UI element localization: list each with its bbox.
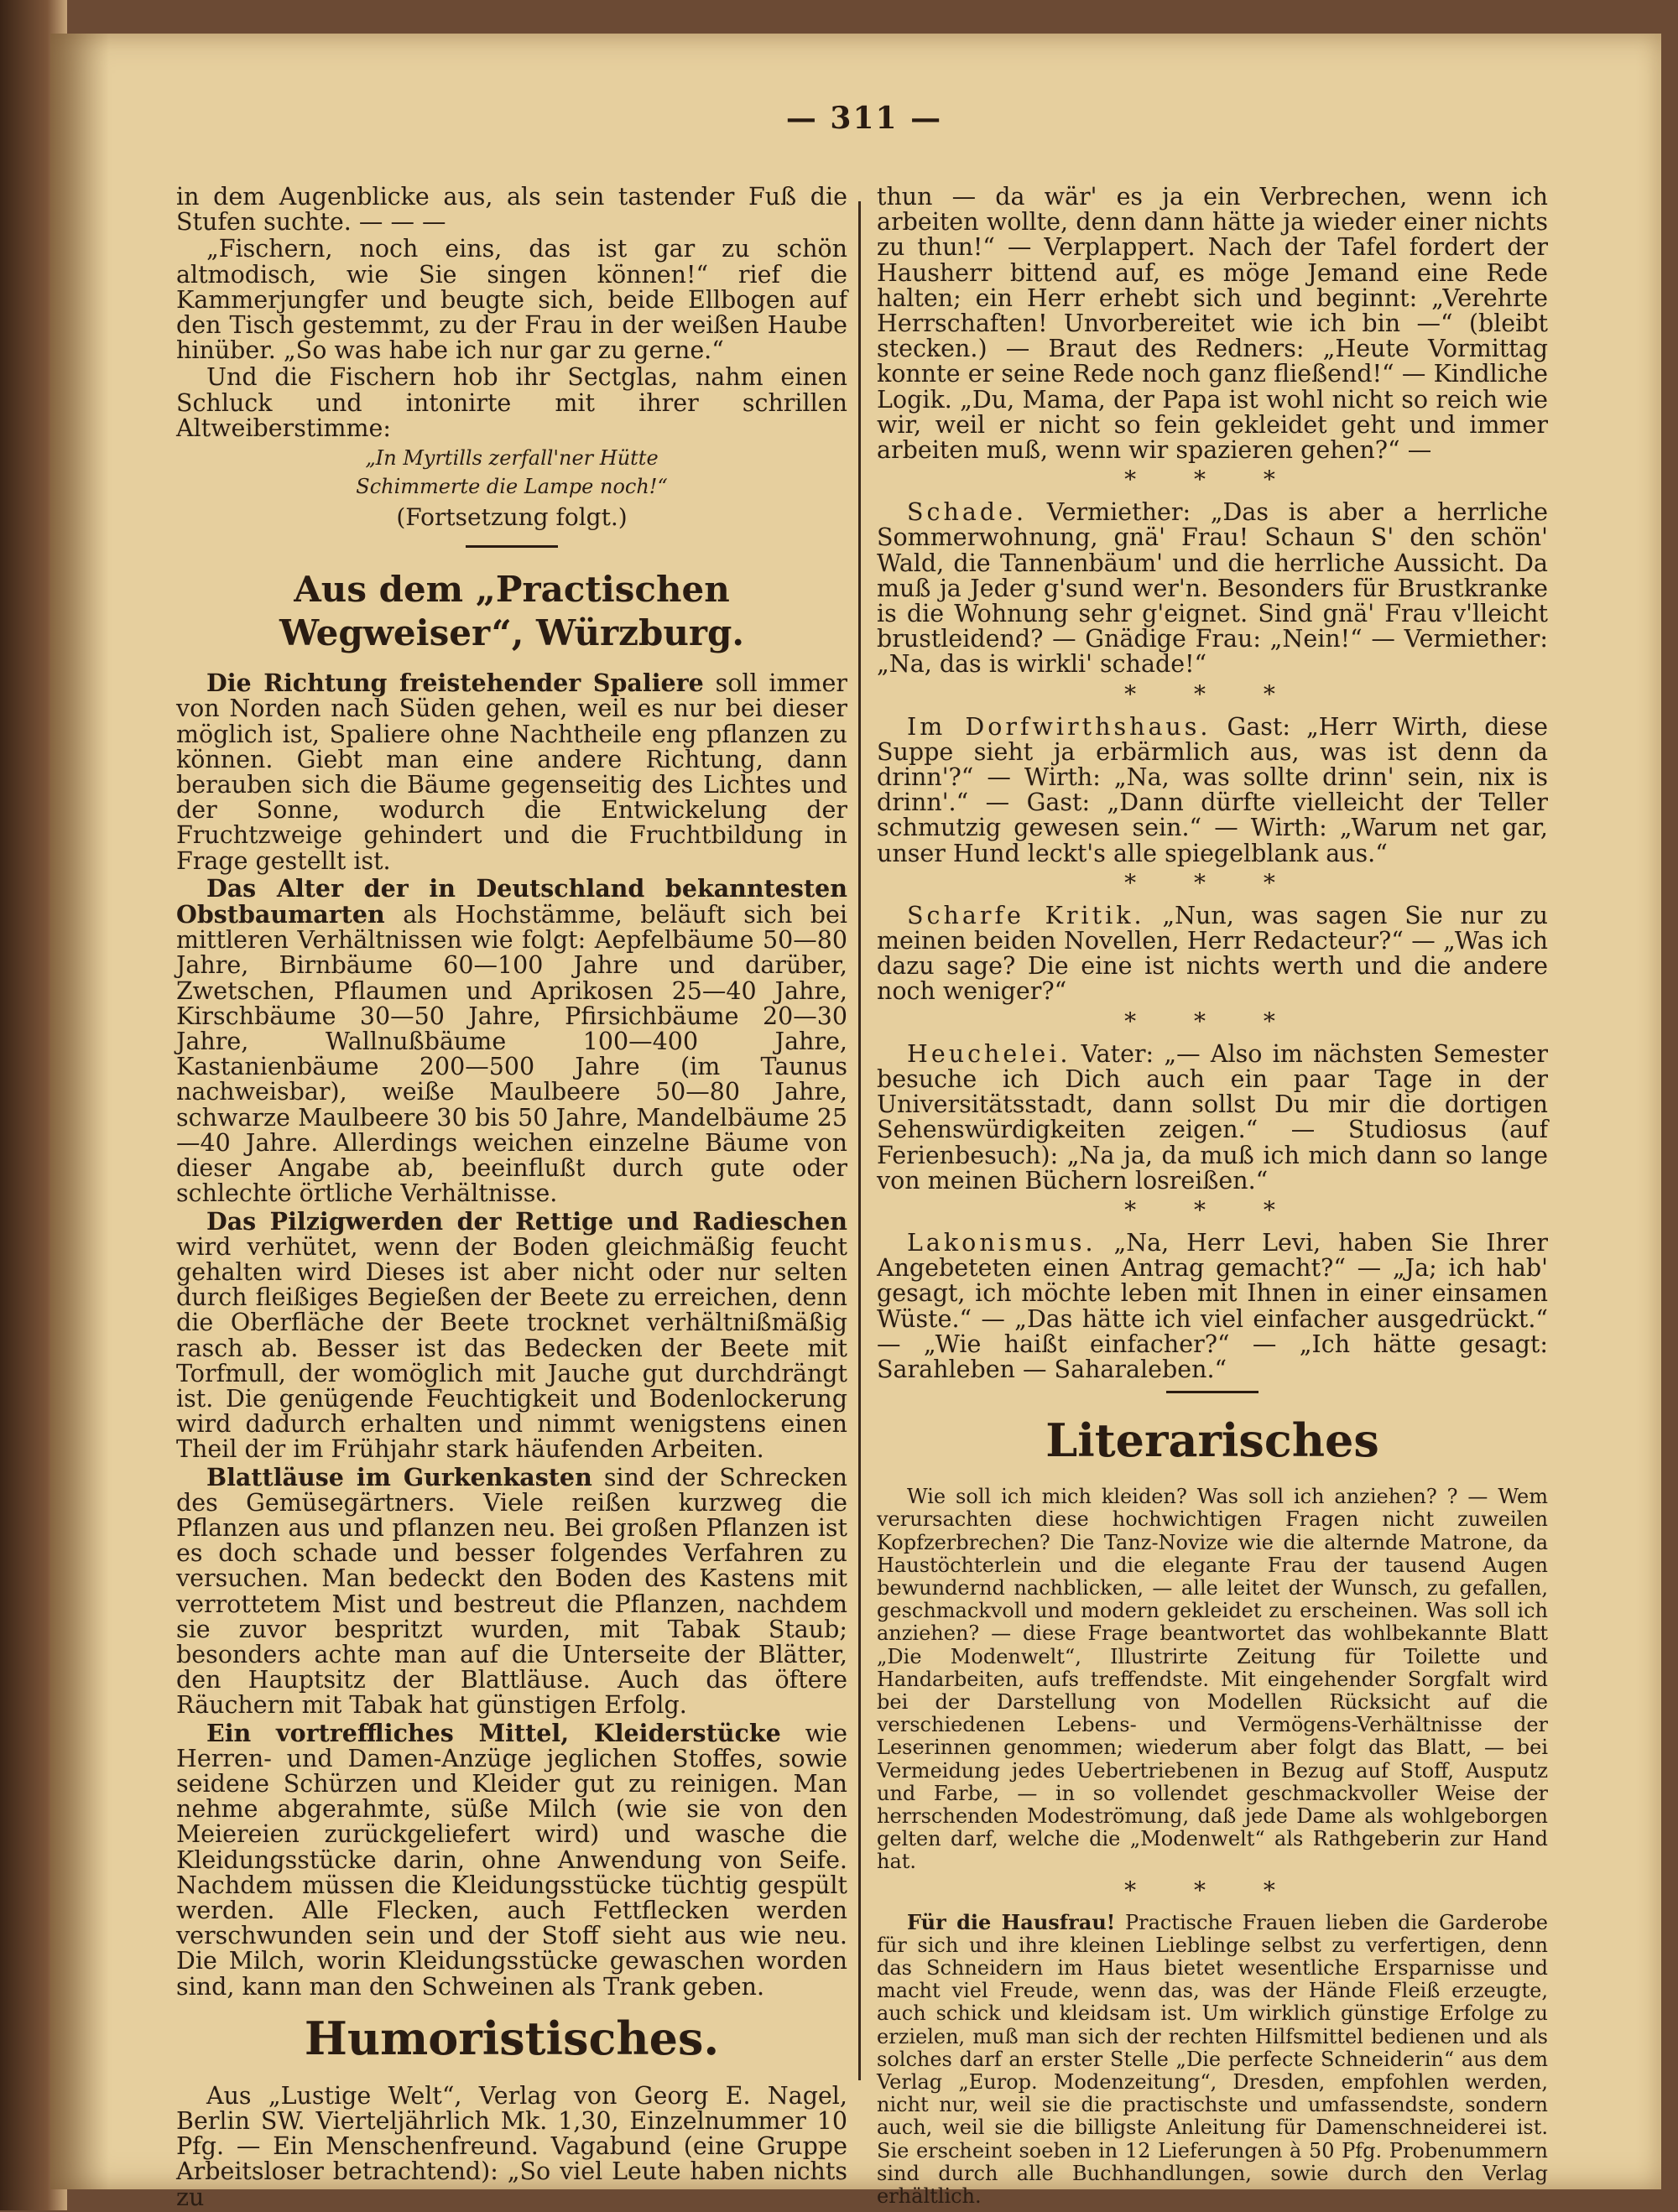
asterism-divider: * * * [1124, 1007, 1300, 1035]
continuation-note: (Fortsetzung folgt.) [396, 503, 628, 532]
article-title: Ein vortreffliches Mittel, Kleiderstücke [206, 1718, 781, 1747]
section-heading-humor: Humoristisches. [304, 2011, 720, 2065]
asterism-divider: * * * [1124, 868, 1300, 897]
left-column [176, 185, 847, 2212]
page-number: — 311 — [785, 101, 943, 136]
anecdote-text: Vermiether: „Das is aber a herrliche Sommerwohnung, gnä' Frau! Schaun S' den schön' Wald, die Tannenbäum' und die herrliche Aussicht. Da muß ja Jeder g'sund wer'n. Besonders für Brustkranke is die Wohnung sehr g'eignet. Sind gnä' Frau v'lleicht brustleidend? — Gnädige Frau: „Nein!“ — Vermiether: „Na, das is wirkli' schade!“ [877, 498, 1549, 679]
article-paragraph [176, 1206, 847, 1464]
article-paragraph [176, 1720, 847, 2000]
anecdote-text: Gast: „Herr Wirth, diese Suppe sieht ja erbärmlich aus, was ist denn da drinn'?“ — Wirth: „Na, was sollte drinn' sein, nix is drinn'.“ — Gast: „Dann dürfte vielleicht der Teller schmutzig gewesen sein.“ — Wirth: „Warum net gar, unser Hund leckt's alle spiegelblank aus.“ [877, 712, 1549, 867]
asterism-divider: * * * [1124, 466, 1300, 494]
literary-text: Practische Frauen lieben die Garderobe für sich und ihre kleinen Lieblinge selbst zu verfertigen, denn das Schneidern im Haus bietet wesentliche Ersparnisse und macht viel Freude, wenn das, was der Hände Fleiß erzeugte, auch schick und kleidsam ist. Um wirklich günstige Erfolge zu erzielen, muß man sich der rechten Hilfsmittel bedienen und als solches darf an erster Stelle „Die perfecte Schneiderin“ aus dem Verlag „Europ. Modenzeitung“, Dresden, empfohlen werden, nicht nur, weil sie die practischste und umfassendste, sondern auch, weil sie die billigste Anleitung für Damenschneiderei ist. Sie erscheint soeben in 12 Lieferungen à 50 Pfg. Probenummern sind durch alle Buchhandlungen, sowie durch den Verlag erhältlich. [877, 1910, 1548, 2209]
asterism-divider: * * * [1124, 1195, 1300, 1224]
humor-paragraph [877, 1228, 1548, 1383]
asterism-divider: * * * [1124, 1876, 1300, 1904]
story-paragraph: Und die Fischern hob ihr Sectglas, nahm einen Schluck und intonirte mit ihrer schrillen Altweiberstimme: [176, 363, 847, 442]
anecdote-title: Heuchelei. [907, 1039, 1071, 1068]
article-text: als Hochstämme, beläuft sich bei mittleren Verhältnissen wie folgt: Aepfelbäume 50—80 Jahre, Birnbäume 60—100 Jahre und darüber, Zwetschen, Pflaumen und Aprikosen 25—40 Jahre, Kirschbäume 30—50 Jahre, Pfirsichbäume 20—30 Jahre, Wallnußbäume 100—400 Jahre, Kastanienbäume 200—500 Jahre (im Taunus nachweisbar), weiße Maulbeere 50—80 Jahre, schwarze Maulbeere 30 bis 50 Jahre, Mandelbäume 25—40 Jahre. Allerdings weichen einzelne Bäume von dieser Angabe ab, beeinflußt durch gute oder schlechte örtliche Verhältnisse. [176, 901, 848, 1208]
section-heading-practical: Aus dem „Practischen Wegweiser“, Würzburg. [279, 569, 745, 654]
literary-paragraph [877, 1911, 1548, 2209]
article-title: Das Alter der in Deutschland bekanntesten Obstbaumarten [176, 873, 847, 929]
article-title: Das Pilzigwerden der Rettige und Radieschen [206, 1206, 847, 1236]
verse-line: „In Myrtills zerfall'ner Hütte [365, 446, 659, 471]
humor-intro: Aus „Lustige Welt“, Verlag von Georg E. Nagel, Berlin SW. Vierteljährlich Mk. 1,30, Einzelnummer 10 Pfg. — Ein Menschenfreund. Vagabund (eine Gruppe Arbeitsloser betrachtend): „So viel Leute haben nichts zu [176, 2081, 847, 2211]
article-paragraph [176, 873, 848, 1208]
anecdote-text: „Na, Herr Levi, haben Sie Ihrer Angebeteten einen Antrag gemacht?“ — „Ja; ich hab' gesagt, ich möchte leben mit Ihnen in einer einsamen Wüste.“ — „Das hätte ich viel einfacher ausgedrückt.“ — „Wie haißt einfacher?“ — „Ich hätte gesagt: Sarahleben — Saharaleben.“ [877, 1228, 1548, 1383]
article-text: wie Herren- und Damen-Anzüge jeglichen Stoffes, sowie seidene Schürzen und Kleider gut zu reinigen. Man nehme abgerahmte, süße Milch (wie sie von den Meiereien zurückgeliefert wird) und wasche die Kleidungsstücke darin, ohne Anwendung von Seife. Nachdem müssen die Kleidungsstücke tüchtig gespült werden. Alle Flecken, auch Fettflecken werden verschwunden sein und der Stoff sieht aus wie neu. Die Milch, worin Kleidungsstücke gewaschen worden sind, kann man den Schweinen als Trank geben. [176, 1719, 848, 2001]
anecdote-title: Lakonismus. [907, 1228, 1097, 1257]
anecdote-text: Vater: „— Also im nächsten Semester besuche ich Dich auch ein paar Tage in der Universitätsstadt, dann sollst Du mir die dortigen Sehenswürdigkeiten zeigen.“ — Studiosus (auf Ferienbesuch): „Na ja, da muß ich mich dann so lange von meinen Büchern losreißen.“ [877, 1039, 1549, 1194]
article-paragraph [176, 1462, 848, 1720]
article-title: Blattläuse im Gurkenkasten [206, 1462, 592, 1491]
humor-paragraph: thun — da wär' es ja ein Verbrechen, wenn ich arbeiten wollte, denn dann hätte ja wieder einer nichts zu thun!“ — Verplappert. Nach der Tafel fordert der Hausherr bittend auf, es möge Jemand eine Rede halten; ein Herr erhebt sich und beginnt: „Verehrte Herrschaften! Unvorbereitet wie ich bin —“ (bleibt stecken.) — Braut des Redners: „Heute Vormittag konnte er seine Rede noch ganz fließend!“ — Kindliche Logik. „Du, Mama, der Papa ist wohl nicht so reich wie wir, weil er nicht so fein gekleidet geht und immer arbeiten muß, wenn wir spazieren gehen?“ — [877, 183, 1548, 465]
column-divider [858, 201, 861, 2080]
section-rule [466, 545, 558, 548]
humor-paragraph [877, 1039, 1549, 1194]
article-text: soll immer von Norden nach Süden gehen, weil es nur bei dieser möglich ist, Spaliere ohne Nachtheile eng pflanzen zu können. Giebt man eine andere Richtung, dann berauben sich die Bäume gegenseitig des Lichtes und der Sonne, wodurch die Entwickelung der Fruchtzweige gehindert und die Fruchtbildung in Frage gestellt ist. [176, 669, 848, 875]
literary-paragraph: Wie soll ich mich kleiden? Was soll ich anziehen? ? — Wem verursachten diese hochwichtigen Fragen nicht zuweilen Kopfzerbrechen? Die Tanz-Novize wie die alternde Matrone, da Haustöchterlein und die elegante Frau der tausend Augen bewundernd nachblicken, — alle leitet der Wunsch, zu gefallen, geschmackvoll und modern gekleidet zu erscheinen. Was soll ich anziehen? — diese Frage beantwortet das wohlbekannte Blatt „Die Modenwelt“, Illustrirte Zeitung für Toilette und Handarbeiten, aufs treffendste. Mit eingehender Sorgfalt wird bei der Darstellung von Modellen Rücksicht auf die verschiedenen Lebens- und Vermögens-Verhältnisse der Leserinnen genommen; wiederum aber folgt das Blatt, — bei Vermeidung jedes Uebertriebenen in Bezug auf Stoff, Ausputz und Farbe, — in so vollendet geschmackvoller Weise der herrschenden Modeströmung, daß jede Dame als wohlgeborgen gelten darf, welche die „Modenwelt“ als Rathgeberin zur Hand hat. [877, 1485, 1548, 1874]
anecdote-title: Schade. [907, 498, 1028, 527]
article-text: sind der Schrecken des Gemüsegärtners. Viele reißen kurzweg die Pflanzen aus und pflanzen neu. Bei großen Pflanzen ist es doch schade und besser folgendes Verfahren zu versuchen. Man bedeckt den Boden des Kastens mit verrottetem Mist und bestreut die Pflanzen, nachdem sie zuvor bespritzt wurden, mit Tabak Staub; besonders achte man auf die Unterseite der Blätter, den Hauptsitz der Blattläuse. Auch das öftere Räuchern mit Tabak hat günstigen Erfolg. [176, 1463, 848, 1720]
section-heading-literary: Literarisches [1045, 1413, 1379, 1468]
article-title: Die Richtung freistehender Spaliere [206, 669, 704, 698]
humor-paragraph [877, 500, 1548, 677]
verse-line: Schimmerte die Lampe noch!“ [356, 475, 668, 499]
right-column [877, 185, 1548, 2209]
asterism-divider: * * * [1124, 679, 1300, 708]
anecdote-title: Scharfe Kritik. [907, 901, 1145, 929]
anecdote-text: „Nun, was sagen Sie nur zu meinen beiden Novellen, Herr Redacteur?“ — „Was ich dazu sage? Die eine ist nichts werth und die andere noch weniger?“ [877, 901, 1549, 1006]
humor-paragraph [877, 712, 1549, 867]
article-text: wird verhütet, wenn der Boden gleichmäßig feucht gehalten wird Dieses ist aber nicht oder nur selten durch fleißiges Begießen der Beete zu erreichen, denn die Oberfläche der Beete trocknet verhältnißmäßig rasch ab. Besser ist das Bedecken der Beete mit Torfmull, der womöglich mit Jauche gut durchdrängt ist. Die genügende Feuchtigkeit und Bodenlockerung wird dadurch erhalten und nimmt wenigstens einen Theil der im Frühjahr stark häufenden Arbeiten. [176, 1232, 847, 1464]
page-fold-shadow [50, 34, 109, 2189]
article-paragraph [176, 670, 847, 874]
humor-paragraph [877, 903, 1548, 1005]
story-end-paragraph: in dem Augenblicke aus, als sein tastender Fuß die Stufen suchte. — — — [176, 183, 847, 237]
literary-title: Für die Hausfrau! [907, 1909, 1116, 1934]
anecdote-title: Im Dorfwirthshaus. [907, 712, 1212, 741]
section-rule [1166, 1391, 1258, 1393]
story-paragraph: „Fischern, noch eins, das ist gar zu schön altmodisch, wie Sie singen können!“ rief die Kammerjungfer und beugte sich, beide Ellbogen auf den Tisch gestemmt, zu der Frau in der weißen Haube hinüber. „So was habe ich nur gar zu gerne.“ [176, 235, 847, 365]
